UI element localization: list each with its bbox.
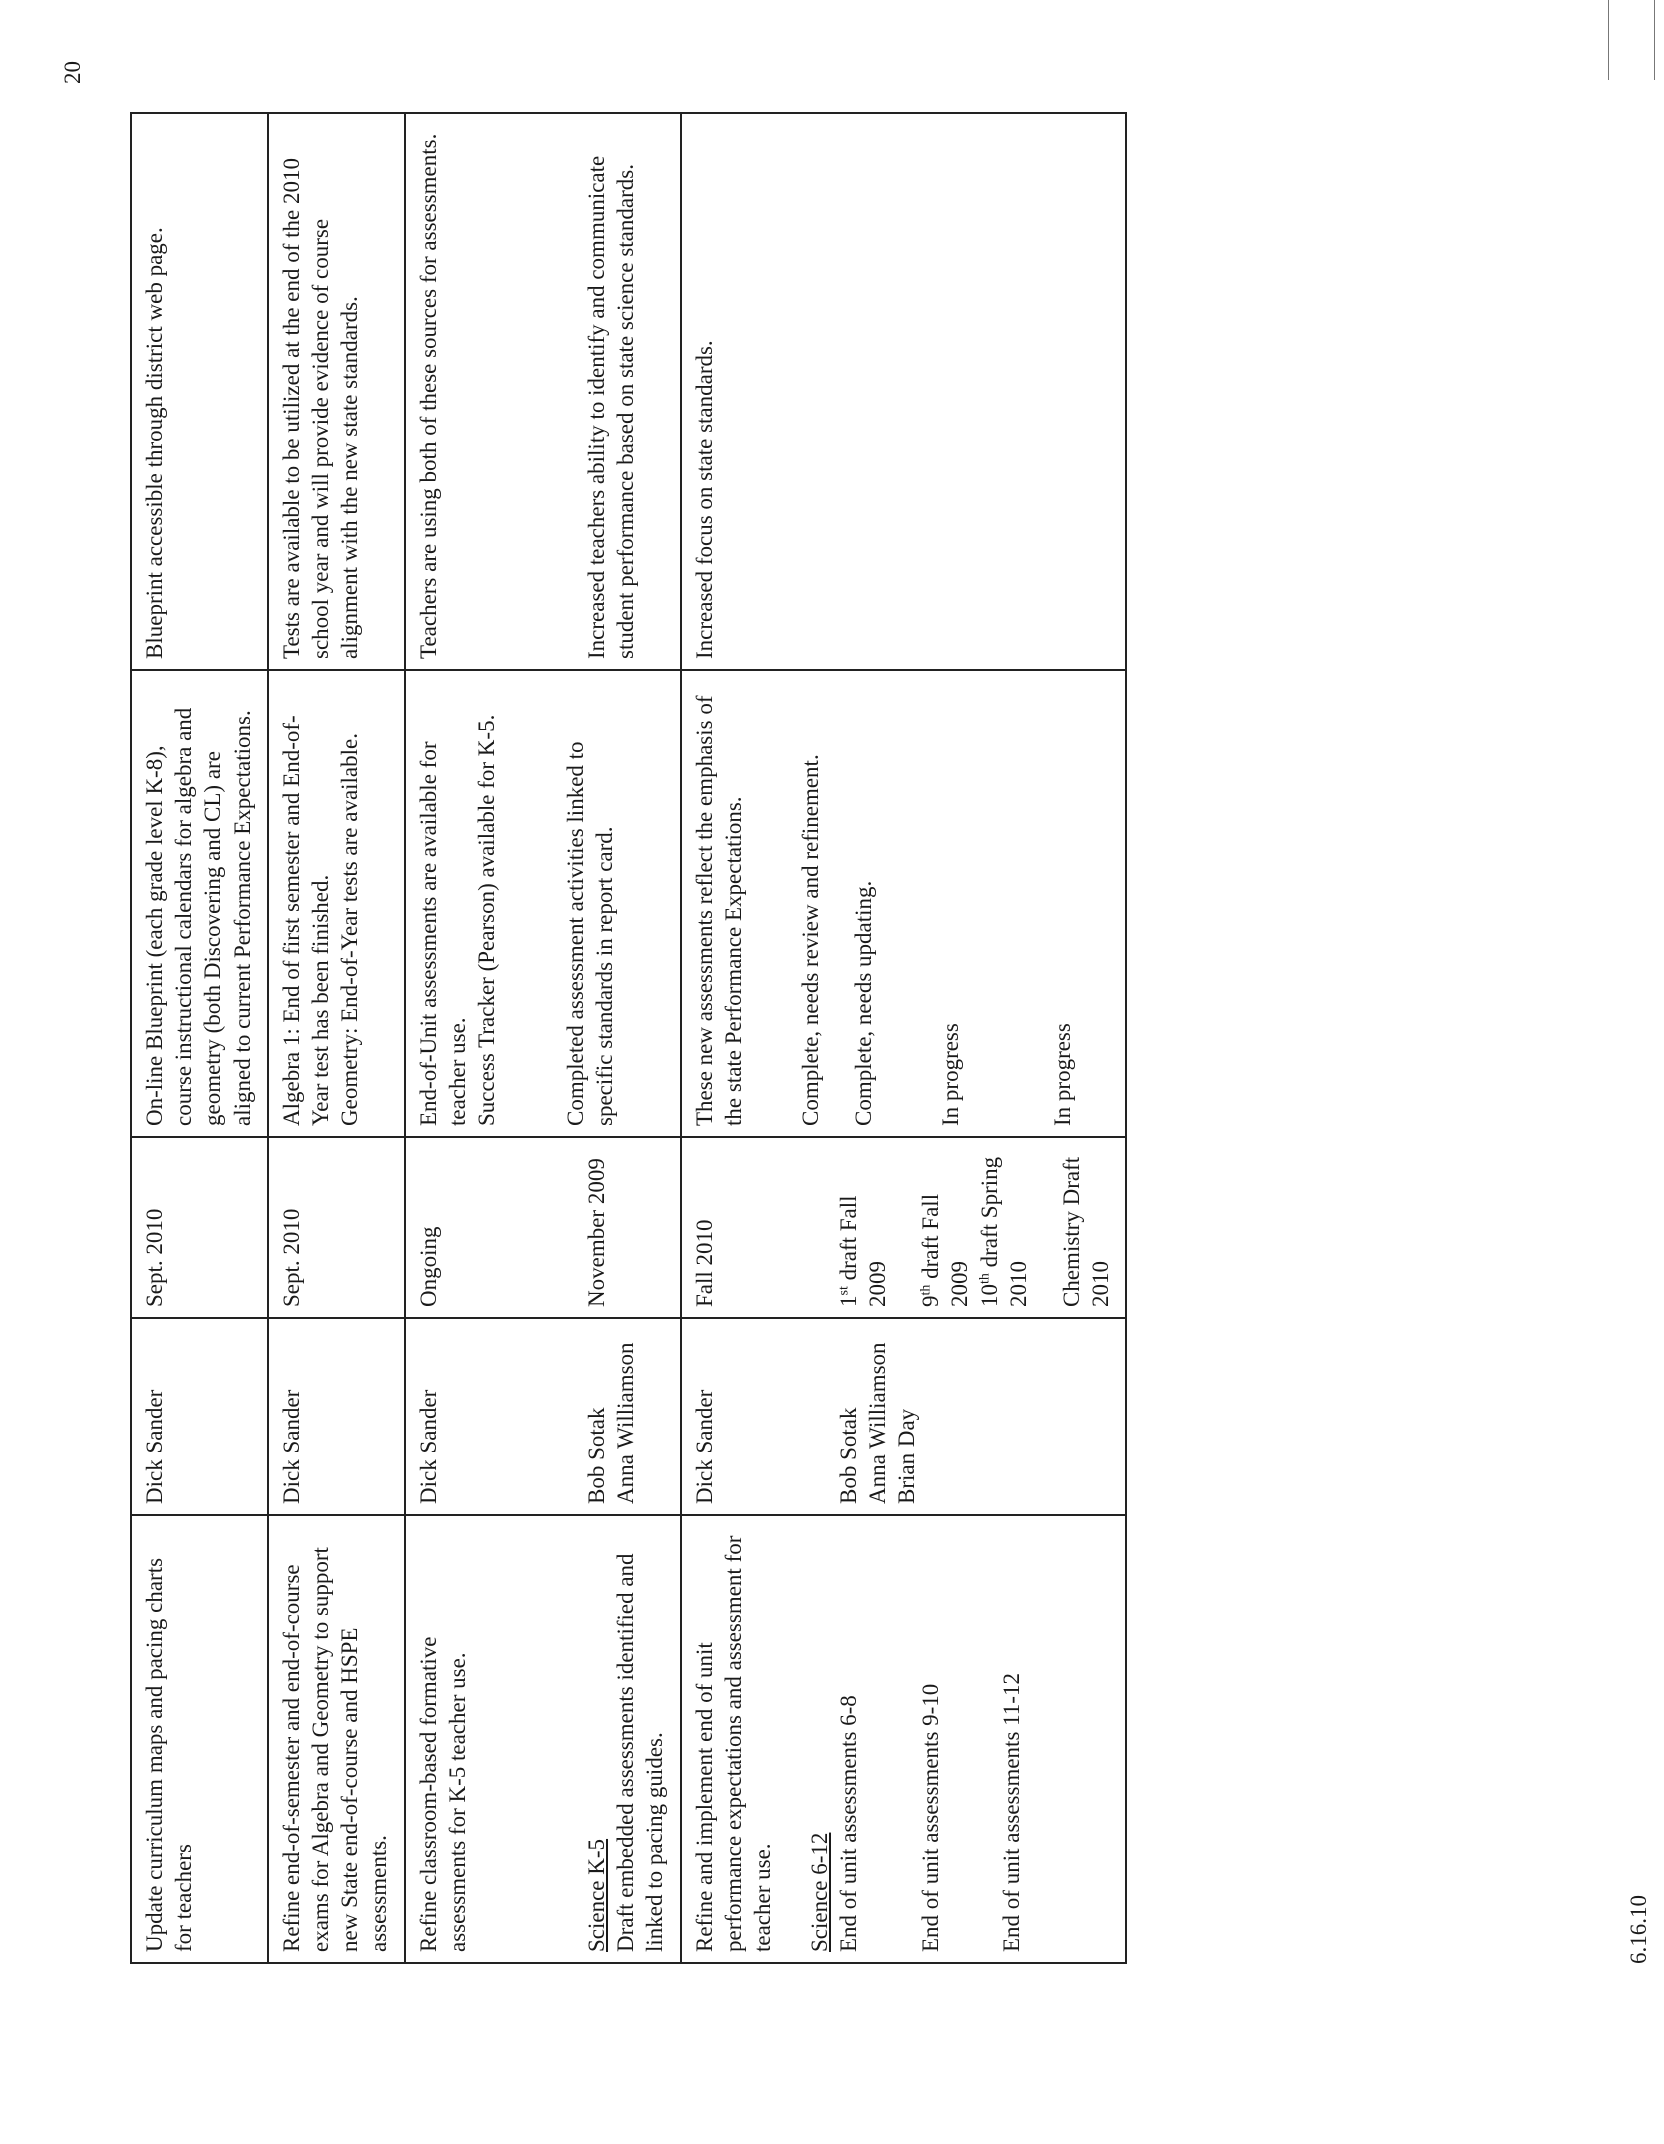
date-text: Ongoing [415,1226,441,1307]
status-text: End-of-Unit assessments are available for teacher use. [415,741,470,1126]
person-cell [268,1318,405,1515]
task-cell [405,1515,681,1963]
date-rest: draft Fall 2009 [918,1193,973,1307]
task-text: Refine end-of-semester and end-of-course exams for Algebra and Geometry to support new State end-of-course and HSPE assessments. [278,1547,392,1952]
date-suffix: th [977,1273,992,1284]
task-text: Refine classroom-based formative assessments for K-5 teacher use. [415,1636,470,1952]
person-text: Bob Sotak [583,1407,609,1504]
task-cell [681,1515,1127,1963]
task-subtext: Draft embedded assessments identified and linked to pacing guides. [613,1553,668,1952]
date-text: Sept. 2010 [278,1208,304,1307]
footer-date: 6.16.10 [1626,1895,1651,1964]
person-cell [405,1318,681,1515]
table-row [268,113,405,1963]
person-text: Bob Sotak [835,1407,861,1504]
evidence-text: Blueprint accessible through district web page. [142,227,167,659]
status-text: On-line Blueprint (each grade level K-8), course instructional calendars for algebra and geometry (both Discovering and CL) are aligned to current Performance Expectations. [142,707,255,1126]
person-text: Dick Sander [415,1389,441,1504]
date-cell [131,1137,268,1318]
date-num: 9 [918,1295,944,1307]
date-cell [681,1137,1127,1318]
status-text: Completed assessment activities linked to specific standards in report card. [563,741,618,1126]
task-item: End of unit assessments 11-12 [998,1673,1024,1952]
person-cell [681,1318,1127,1515]
action-plan-table [130,112,1127,1964]
date-item [916,1148,974,1307]
status-cell [681,670,1127,1137]
date-text: Chemistry Draft 2010 [1059,1156,1114,1307]
person-text: Dick Sander [691,1389,717,1504]
task-text: Update curriculum maps and pacing charts for teachers [142,1557,197,1952]
date-cell [405,1137,681,1318]
date-item [975,1148,1033,1307]
date-cell [268,1137,405,1318]
task-item: End of unit assessments 6-8 [836,1695,862,1952]
person-text: Anna Williamson [865,1342,891,1504]
date-rest: draft Spring 2010 [976,1156,1031,1307]
evidence-cell [681,113,1127,670]
date-rest: draft Fall 2009 [835,1195,891,1307]
date-item [834,1148,892,1307]
page-number: 20 [60,61,85,84]
date-num: 10 [976,1284,1002,1307]
evidence-text: Increased teachers ability to identify and communicate student performance based on state science standards. [583,155,639,659]
status-item: In progress [938,1023,964,1126]
date-suffix: th [918,1284,934,1296]
task-cell [268,1515,405,1963]
status-cell [268,670,405,1137]
table-row [131,113,268,1963]
date-suffix: st [836,1286,852,1296]
person-text: Dick Sander [142,1389,167,1504]
date-text: Sept. 2010 [142,1208,167,1307]
date-text: Fall 2010 [691,1219,717,1307]
task-item: End of unit assessments 9-10 [917,1683,943,1952]
status-item: In progress [1049,1023,1075,1126]
evidence-cell [131,113,268,670]
person-text: Anna Williamson [613,1342,639,1504]
task-cell [131,1515,268,1963]
person-text: Dick Sander [278,1389,304,1504]
evidence-text: Teachers are using both of these sources for assessments. [415,133,441,659]
status-item: Complete, needs updating. [851,880,877,1126]
evidence-text: Tests are available to be utilized at the end of the 2010 school year and will provide evidence of course alignment with the new state standards. [278,157,363,659]
section-heading: Science K-5 [584,1838,610,1952]
evidence-cell [405,113,681,670]
evidence-text: Increased focus on state standards. [691,340,717,659]
status-item: Complete, needs review and refinement. [798,754,824,1126]
table-row [681,113,1127,1963]
date-text: November 2009 [583,1158,609,1307]
table-row [405,113,681,1963]
date-num: 1 [835,1295,861,1307]
person-cell [131,1318,268,1515]
person-text: Brian Day [894,1408,920,1504]
status-text: Geometry: End-of-Year tests are available. [337,733,363,1126]
task-text: Refine and implement end of unit performance expectations and assessment for teacher use. [691,1535,776,1952]
status-text: These new assessments reflect the emphasis of the state Performance Expectations. [691,695,746,1126]
section-heading: Science 6-12 [807,1832,833,1952]
evidence-cell [268,113,405,670]
status-cell [405,670,681,1137]
status-text: Algebra 1: End of first semester and End-of-Year test has been finished. [278,715,334,1126]
status-text: Success Tracker (Pearson) available for K-5. [474,714,500,1126]
status-cell [131,670,268,1137]
